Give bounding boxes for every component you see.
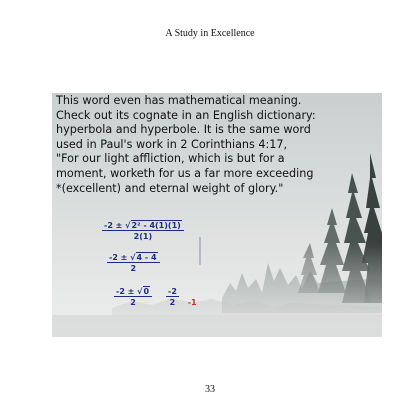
slide-line: This word even has mathematical meaning. xyxy=(56,94,302,107)
quadratic-step-3: $\frac{-2 \pm √0}{2}$ xyxy=(114,287,152,307)
step2-denominator: 2 xyxy=(130,264,137,273)
step3-denominator: 2 xyxy=(130,298,136,307)
quadratic-result xyxy=(166,287,197,307)
step1-lead: -2 ± xyxy=(104,221,123,230)
step1-denominator: 2(1) xyxy=(133,232,153,241)
step2-lead: -2 ± xyxy=(109,253,128,262)
slide-line: moment, worketh for us a far more exceeding xyxy=(56,166,314,180)
step3-lead: -2 ± xyxy=(116,287,135,296)
slide-line: used in Paul's work in 2 Corinthians 4:17, xyxy=(56,137,288,151)
result-numerator: -2 xyxy=(168,287,177,296)
slide-line: Check out its cognate in an English dictionary: xyxy=(56,108,316,122)
quadratic-step-2: $\frac{-2 \pm √4 - 4}{2}$ xyxy=(107,253,160,273)
quadratic-step-1: $\frac{\text{-2 ± √2² - 4(1)(1)}}{2(1)}$ xyxy=(102,221,184,241)
slide-text-block xyxy=(56,94,380,196)
slide-line: "For our light affliction, which is but for a xyxy=(56,152,285,166)
page-number: 33 xyxy=(205,384,215,395)
step1-radicand: 2² - 4(1)(1) xyxy=(131,221,181,230)
result-value: -1 xyxy=(187,298,197,307)
step3-radicand: 0 xyxy=(143,287,150,296)
slide-line: *(excellent) and eternal weight of glory." xyxy=(56,181,284,195)
slide-line: hyperbola and hyperbole. It is the same word xyxy=(56,123,311,137)
slide-image xyxy=(52,93,382,337)
running-header: A Study in Excellence xyxy=(165,28,255,39)
step2-radicand: 4 - 4 xyxy=(136,253,157,262)
result-denominator: 2 xyxy=(169,298,176,307)
